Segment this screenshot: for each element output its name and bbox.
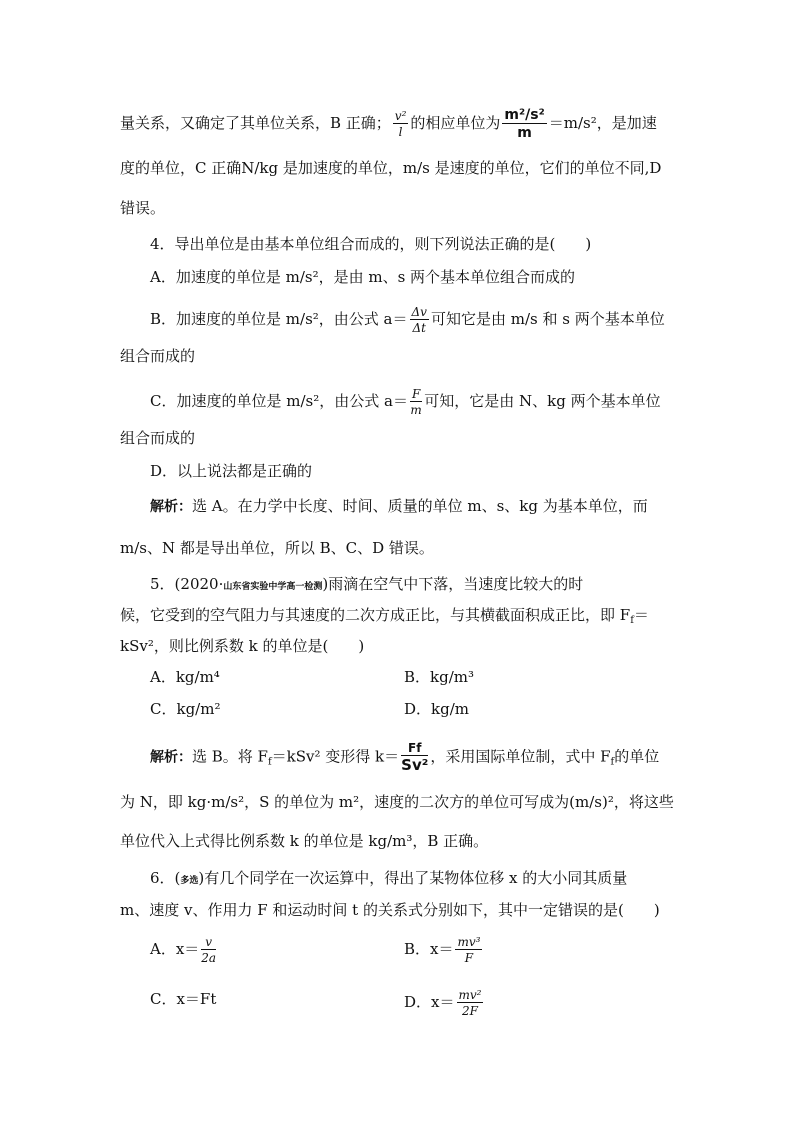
q4-analysis-line-1 <box>150 496 648 517</box>
analysis-text-d: 的单位 <box>614 747 660 766</box>
q5-analysis-line-1 <box>150 742 659 773</box>
frac-num: mv² <box>458 988 482 1002</box>
ff-over-sv2-fraction <box>401 742 428 773</box>
q6-option-b <box>404 936 484 964</box>
frac-num: Δv <box>411 305 427 319</box>
q4-analysis-line-2: m/s、N 都是导出单位，所以 B、C、D 错误。 <box>120 539 434 557</box>
q6-stem-prefix: 6．( <box>150 869 181 887</box>
option-fraction <box>457 989 484 1017</box>
frac-den: F <box>464 951 474 965</box>
analysis-text: 选 A。在力学中长度、时间、质量的单位 m、s、kg 为基本单位，而 <box>192 497 648 515</box>
q5-stem-line-2 <box>120 605 649 625</box>
frac-den: 2F <box>462 1004 478 1018</box>
q6-tag: 多选 <box>180 876 199 886</box>
q5-option-d: D．kg/m <box>404 700 469 718</box>
prev-text-1a: 量关系，又确定了其单位关系，B 正确； <box>120 114 391 132</box>
q4-option-b-text: B．加速度的单位是 m/s²，由公式 a＝ <box>150 310 408 328</box>
analysis-label: 解析： <box>150 499 192 515</box>
q6-stem-text: )有几个同学在一次运算中，得出了某物体位移 x 的大小同其质量 <box>198 869 628 887</box>
q5-stem-prefix: 5．(2020· <box>150 575 224 593</box>
frac-num: v <box>201 936 216 950</box>
q6-stem-line-1 <box>150 868 627 891</box>
frac-num: Ff <box>401 742 428 756</box>
prev-analysis-line-2: 度的单位，C 正确N/kg 是加速度的单位，m/s 是速度的单位，它们的单位不同,D <box>120 159 662 177</box>
analysis-label: 解析： <box>150 749 192 766</box>
unit-num: m²/s² <box>504 107 545 123</box>
q4-option-c-text-2: 可知，它是由 N、kg 两个基本单位 <box>424 392 661 410</box>
frac-num: mv³ <box>457 935 481 949</box>
prev-text-1c: ＝m/s²，是加速 <box>548 114 657 132</box>
q4-option-b-continued: 组合而成的 <box>120 347 196 365</box>
q4-option-b <box>150 306 665 334</box>
option-label: D．x＝ <box>404 993 455 1011</box>
analysis-text-c: ，采用国际单位制，式中 F <box>430 747 611 766</box>
q6-option-d <box>404 989 485 1017</box>
q4-option-c-text: C．加速度的单位是 m/s²，由公式 a＝ <box>150 392 408 410</box>
frac-den: l <box>398 125 403 139</box>
prev-analysis-line-1 <box>120 108 657 140</box>
q5-stem-line-3: kSv²，则比例系数 k 的单位是( ) <box>120 637 365 655</box>
q4-option-a: A．加速度的单位是 m/s²，是由 m、s 两个基本单位组合而成的 <box>150 268 576 286</box>
q4-option-b-text-2: 可知它是由 m/s 和 s 两个基本单位 <box>430 310 665 328</box>
q5-stem-2-text: 候，它受到的空气阻力与其速度的二次方成正比，与其横截面积成正比，即 F <box>120 606 631 624</box>
prev-analysis-line-3: 错误。 <box>120 199 166 217</box>
option-label: B．x＝ <box>404 940 454 958</box>
q6-stem-line-2: m、速度 v、作用力 F 和运动时间 t 的关系式分别如下，其中一定错误的是( ) <box>120 901 660 919</box>
q5-stem-2-sub: f <box>630 615 634 626</box>
q5-analysis-line-3: 单位代入上式得比例系数 k 的单位是 kg/m³，B 正确。 <box>120 832 489 850</box>
delta-v-over-delta-t-fraction <box>410 306 429 334</box>
frac-num: F <box>411 387 421 401</box>
option-fraction <box>201 936 216 964</box>
analysis-sub: f <box>267 756 272 768</box>
q5-option-b: B．kg/m³ <box>404 668 475 686</box>
q4-option-d: D．以上说法都是正确的 <box>150 462 313 480</box>
q5-stem-line-1 <box>150 574 583 597</box>
analysis-sub-2: f <box>610 756 615 768</box>
frac-den: m <box>410 403 422 417</box>
analysis-text-a: 选 B。将 F <box>192 747 268 766</box>
unit-fraction <box>502 108 546 140</box>
option-label: A．x＝ <box>150 940 200 958</box>
unit-den: m <box>517 125 532 141</box>
q5-source: 山东省实验中学高一检测 <box>223 582 323 592</box>
option-fraction <box>455 936 482 964</box>
v2-over-l-fraction <box>393 110 409 138</box>
q5-option-c: C．kg/m² <box>150 700 221 718</box>
frac-den: Sv² <box>401 756 429 774</box>
q6-option-a <box>150 936 218 964</box>
prev-text-1b: 的相应单位为 <box>410 114 501 132</box>
q5-stem-text: )雨滴在空气中下落，当速度比较大的时 <box>322 575 584 593</box>
analysis-text-b: ＝kSv² 变形得 k＝ <box>271 747 400 766</box>
frac-num: v² <box>394 109 407 123</box>
q4-option-c-continued: 组合而成的 <box>120 429 196 447</box>
q5-analysis-line-2: 为 N，即 kg·m/s²，S 的单位为 m²，速度的二次方的单位可写成为(m/s)²，将这些 <box>120 793 674 811</box>
frac-den: Δt <box>412 321 426 335</box>
q4-option-c <box>150 388 661 416</box>
q6-option-c: C．x＝Ft <box>150 990 217 1008</box>
frac-den: 2a <box>201 951 217 965</box>
q5-stem-2-end: ＝ <box>633 606 649 624</box>
q5-option-a: A．kg/m⁴ <box>150 668 220 686</box>
f-over-m-fraction <box>410 388 422 416</box>
q4-stem: 4．导出单位是由基本单位组合而成的，则下列说法正确的是( ) <box>150 235 592 253</box>
